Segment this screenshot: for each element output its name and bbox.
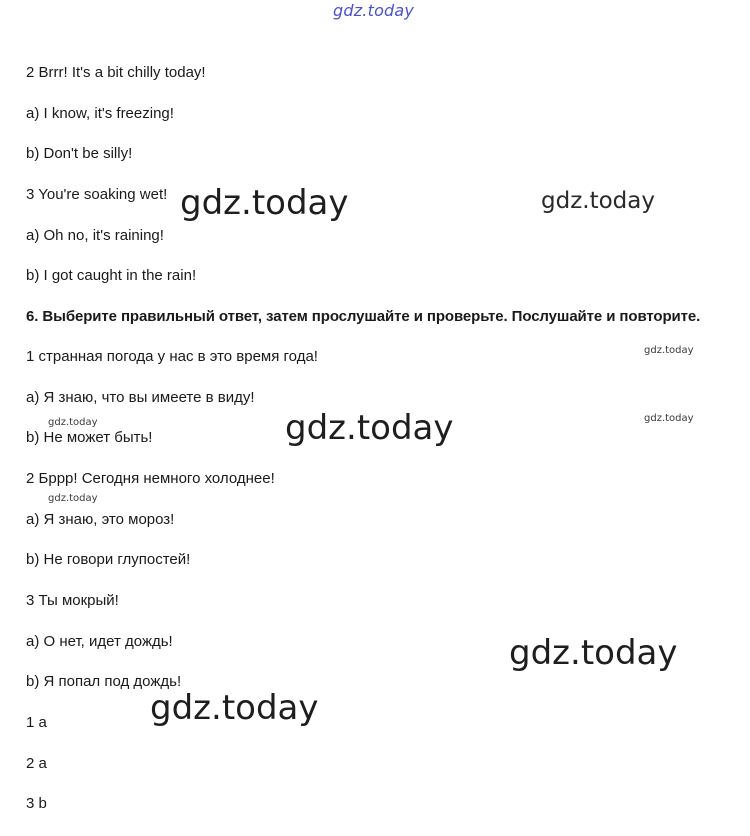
text-line-ru-1b: b) Не может быть! — [26, 429, 153, 446]
watermark-large-2: gdz.today — [285, 408, 454, 448]
text-line-ru-3b: b) Я попал под дождь! — [26, 673, 182, 690]
answer-line-3: 3 b — [26, 795, 47, 812]
text-line-option-a-freezing: a) I know, it's freezing! — [26, 105, 174, 122]
answer-line-1: 1 a — [26, 714, 47, 731]
text-line-ru-1: 1 странная погода у нас в это время года! — [26, 348, 318, 365]
watermark-small-3: gdz.today — [48, 417, 98, 428]
watermark-top: gdz.today — [333, 1, 415, 20]
text-line-option-a-raining: a) Oh no, it's raining! — [26, 227, 164, 244]
watermark-small-4: gdz.today — [48, 493, 98, 504]
watermark-small-1: gdz.today — [644, 345, 694, 356]
watermark-small-2: gdz.today — [644, 413, 694, 424]
text-line-3-soaking-wet: 3 You're soaking wet! — [26, 186, 168, 203]
text-line-option-b-silly: b) Don't be silly! — [26, 145, 133, 162]
text-line-2-brrr: 2 Brrr! It's a bit chilly today! — [26, 64, 206, 81]
watermark-medium-1: gdz.today — [541, 188, 655, 214]
text-line-ru-1a: а) Я знаю, что вы имеете в виду! — [26, 389, 255, 406]
watermark-large-3: gdz.today — [509, 633, 678, 673]
section-heading-6: 6. Выберите правильный ответ, затем прослушайте и проверьте. Послушайте и повторите. — [26, 308, 701, 325]
text-line-ru-2: 2 Бppp! Сегодня немного холоднее! — [26, 470, 275, 487]
text-line-ru-2a: а) Я знаю, это мороз! — [26, 511, 175, 528]
answer-line-2: 2 a — [26, 755, 47, 772]
text-line-ru-3a: а) О нет, идет дождь! — [26, 633, 173, 650]
text-line-option-b-caught: b) I got caught in the rain! — [26, 267, 197, 284]
text-line-ru-2b: b) Не говори глупостей! — [26, 551, 191, 568]
text-line-ru-3: 3 Ты мокрый! — [26, 592, 119, 609]
watermark-large-4: gdz.today — [150, 688, 319, 728]
watermark-large-1: gdz.today — [180, 183, 349, 223]
